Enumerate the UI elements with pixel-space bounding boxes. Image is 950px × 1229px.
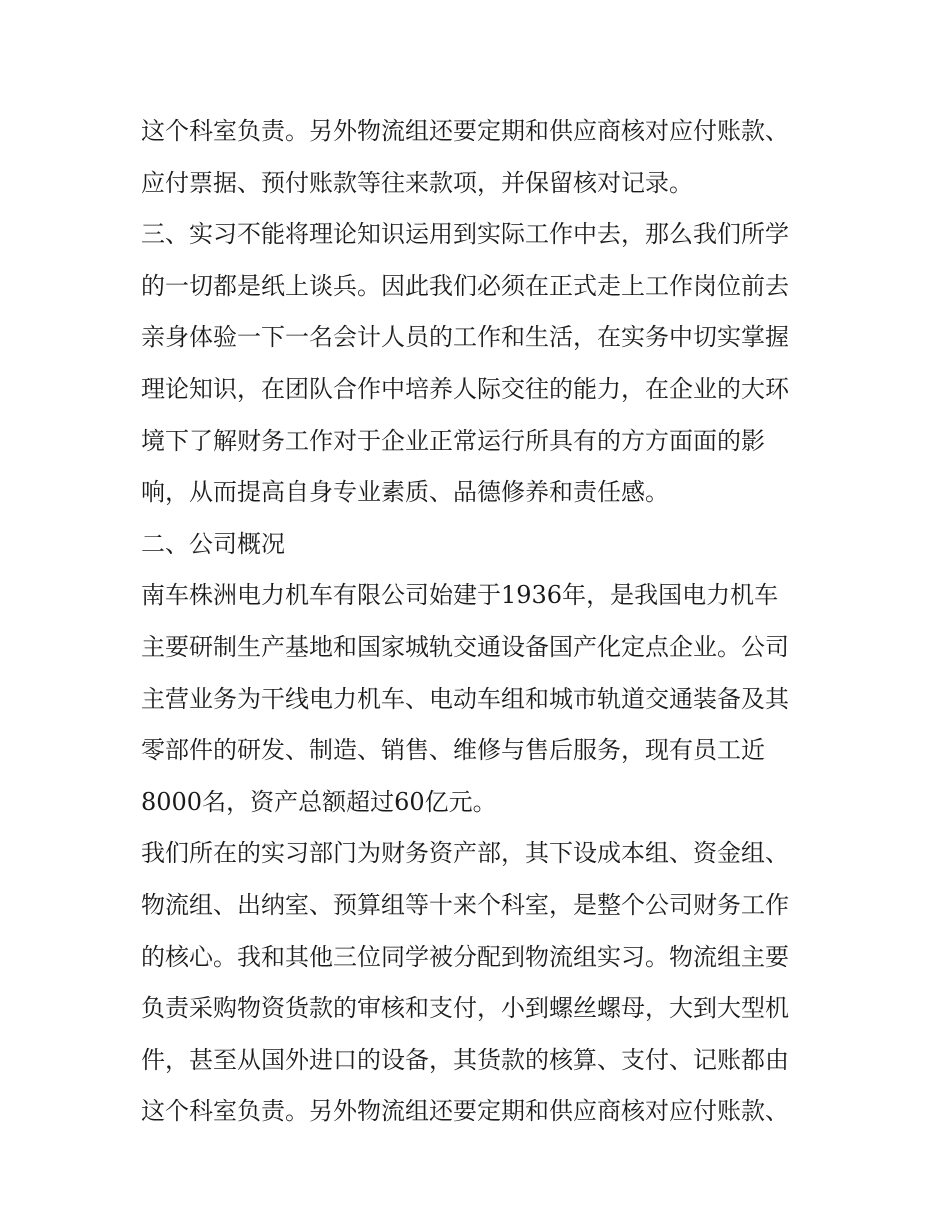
text-line: 负责采购物资货款的审核和支付，小到螺丝螺母，大到大型机 bbox=[141, 994, 789, 1023]
section-heading: 二、公司概况 bbox=[141, 529, 285, 558]
text-line: 物流组、出纳室、预算组等十来个科室，是整个公司财务工作 bbox=[141, 890, 789, 919]
text-line: 零部件的研发、制造、销售、维修与售后服务，现有员工近 bbox=[141, 736, 765, 765]
text-line: 我们所在的实习部门为财务资产部，其下设成本组、资金组、 bbox=[141, 839, 789, 868]
text-line: 南车株洲电力机车有限公司始建于1936年，是我国电力机车 bbox=[141, 581, 779, 610]
text-line: 三、实习不能将理论知识运用到实际工作中去，那么我们所学 bbox=[141, 220, 789, 249]
text-line: 响，从而提高自身专业素质、品德修养和责任感。 bbox=[141, 478, 669, 507]
text-line: 应付票据、预付账款等往来款项，并保留核对记录。 bbox=[141, 168, 693, 197]
text-line: 理论知识，在团队合作中培养人际交往的能力，在企业的大环 bbox=[141, 374, 789, 403]
text-line: 这个科室负责。另外物流组还要定期和供应商核对应付账款、 bbox=[141, 117, 789, 145]
text-line: 8000名，资产总额超过60亿元。 bbox=[141, 787, 497, 816]
text-line: 亲身体验一下一名会计人员的工作和生活，在实务中切实掌握 bbox=[141, 323, 789, 352]
document-body bbox=[141, 106, 821, 1138]
text-line: 的一切都是纸上谈兵。因此我们必须在正式走上工作岗位前去 bbox=[141, 271, 789, 300]
text-line: 这个科室负责。另外物流组还要定期和供应商核对应付账款、 bbox=[141, 1097, 789, 1126]
text-line: 的核心。我和其他三位同学被分配到物流组实习。物流组主要 bbox=[141, 942, 789, 971]
text-line: 件，甚至从国外进口的设备，其货款的核算、支付、记账都由 bbox=[141, 1045, 789, 1074]
text-line: 境下了解财务工作对于企业正常运行所具有的方方面面的影 bbox=[141, 426, 765, 455]
text-line: 主要研制生产基地和国家城轨交通设备国产化定点企业。公司 bbox=[141, 632, 789, 661]
text-line: 主营业务为干线电力机车、电动车组和城市轨道交通装备及其 bbox=[141, 684, 789, 713]
